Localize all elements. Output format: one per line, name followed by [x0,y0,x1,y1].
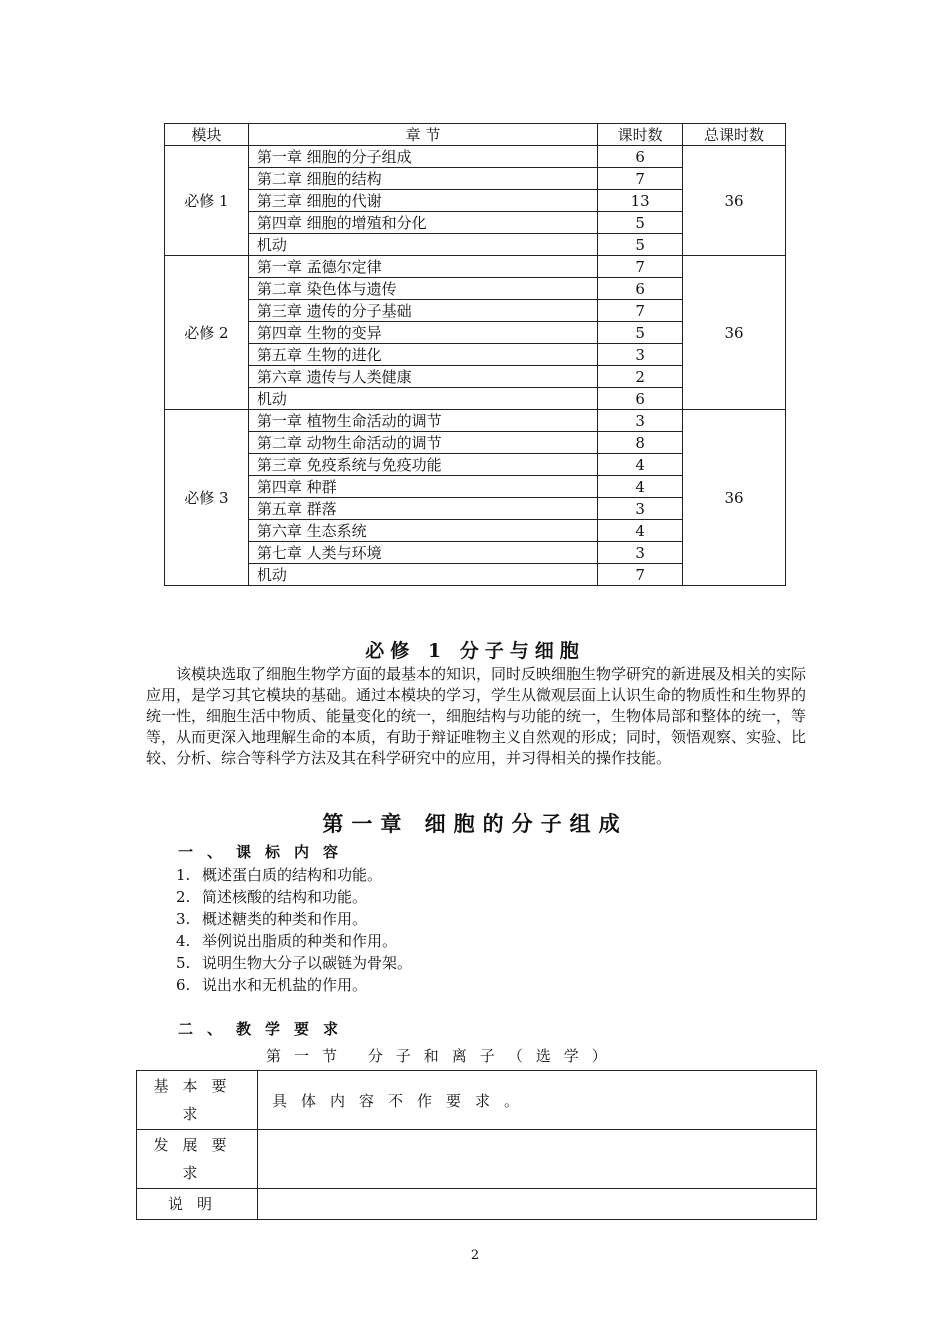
chapter-cell: 第六章 生态系统 [248,520,597,542]
chapter-cell: 第一章 细胞的分子组成 [248,146,597,168]
standards-list [176,864,412,996]
column-header: 模块 [165,124,249,146]
list-item-text: 说明生物大分子以碳链为骨架。 [202,954,413,972]
table-row [137,1071,817,1130]
hours-cell: 3 [598,498,683,520]
hours-cell: 7 [598,168,683,190]
chapter-cell: 第一章 孟德尔定律 [248,256,597,278]
chapter-title: 第一章 细胞的分子组成 [322,811,628,836]
module-name: 必修 1 [165,146,249,256]
list-item [176,952,412,974]
table-row [165,410,786,432]
chapter-cell: 第五章 生物的进化 [248,344,597,366]
chapter-cell: 第二章 细胞的结构 [248,168,597,190]
list-item [176,864,412,886]
hours-cell: 4 [598,454,683,476]
hours-cell: 5 [598,322,683,344]
basic-requirement-label: 基本要求 [137,1071,258,1130]
hours-cell: 13 [598,190,683,212]
list-item [176,886,412,908]
chapter-cell: 第四章 种群 [248,476,597,498]
section-heading-requirements: 二、教学要求 [178,1020,353,1038]
hours-cell: 3 [598,410,683,432]
chapter-cell: 第七章 人类与环境 [248,542,597,564]
list-item-number: 1. [176,866,191,884]
list-item-number: 4. [176,932,191,950]
list-item-text: 说出水和无机盐的作用。 [202,976,368,994]
column-header: 课时数 [598,124,683,146]
chapter-cell: 第一章 植物生命活动的调节 [248,410,597,432]
module-name: 必修 3 [165,410,249,586]
list-item-text: 简述核酸的结构和功能。 [202,888,368,906]
note-label: 说明 [137,1189,258,1220]
hours-cell: 4 [598,476,683,498]
chapter-cell: 第三章 遗传的分子基础 [248,300,597,322]
list-item [176,930,412,952]
section-heading-standards: 一、课标内容 [178,843,353,861]
module-total-hours: 36 [683,410,786,586]
module-name: 必修 2 [165,256,249,410]
hours-cell: 5 [598,234,683,256]
list-item-text: 概述蛋白质的结构和功能。 [202,866,383,884]
table-row [137,1189,817,1220]
chapter-cell: 第四章 生物的变异 [248,322,597,344]
list-item-number: 2. [176,888,191,906]
column-header: 章 节 [248,124,597,146]
hours-cell: 7 [598,300,683,322]
hours-cell: 6 [598,278,683,300]
list-item-number: 6. [176,976,191,994]
advanced-requirement-label: 发展要求 [137,1130,258,1189]
chapter-cell: 机动 [248,234,597,256]
column-header: 总课时数 [683,124,786,146]
module-total-hours: 36 [683,256,786,410]
table-row [137,1130,817,1189]
chapter-cell: 机动 [248,564,597,586]
hours-cell: 5 [598,212,683,234]
basic-requirement-value: 具体内容不作要求。 [258,1071,817,1130]
module-total-hours: 36 [683,146,786,256]
table-row [165,146,786,168]
chapter-cell: 第五章 群落 [248,498,597,520]
list-item-text: 举例说出脂质的种类和作用。 [202,932,398,950]
hours-cell: 4 [598,520,683,542]
hours-cell: 7 [598,256,683,278]
list-item-number: 5. [176,954,191,972]
table-row [165,256,786,278]
chapter-cell: 第六章 遗传与人类健康 [248,366,597,388]
chapter-cell: 第四章 细胞的增殖和分化 [248,212,597,234]
hours-cell: 2 [598,366,683,388]
subsection-title: 第一节 分子和离子（选学） [266,1047,620,1065]
hours-cell: 7 [598,564,683,586]
module-intro: 该模块选取了细胞生物学方面的最基本的知识，同时反映细胞生物学研究的新进展及相关的实际应用，是学习其它模块的基础。通过本模块的学习，学生从微观层面上认识生命的物质性和生物界的统一性，细胞生活中物质、能量变化的统一，细胞结构与功能的统一，生物体局部和整体的统一，等等，从而更深入地理解生命的本质，有助于辩证唯物主义自然观的形成；同时，领悟观察、实验、比较、分析、综合等科学方法及其在科学研究中的应用，并习得相关的操作技能。 [146,665,807,767]
hours-cell: 3 [598,542,683,564]
list-item [176,908,412,930]
chapter-cell: 第三章 细胞的代谢 [248,190,597,212]
chapter-cell: 机动 [248,388,597,410]
list-item-text: 概述糖类的种类和作用。 [202,910,368,928]
list-item [176,974,412,996]
hours-cell: 8 [598,432,683,454]
advanced-requirement-value [258,1130,817,1189]
chapter-cell: 第三章 免疫系统与免疫功能 [248,454,597,476]
module-title: 必修 1 分子与细胞 [365,640,585,662]
hours-cell: 6 [598,146,683,168]
schedule-table [164,123,786,586]
hours-cell: 6 [598,388,683,410]
note-value [258,1189,817,1220]
table-header-row [165,124,786,146]
chapter-cell: 第二章 染色体与遗传 [248,278,597,300]
chapter-cell: 第二章 动物生命活动的调节 [248,432,597,454]
page-number: 2 [470,1248,480,1263]
hours-cell: 3 [598,344,683,366]
list-item-number: 3. [176,910,191,928]
requirements-table [136,1070,817,1220]
